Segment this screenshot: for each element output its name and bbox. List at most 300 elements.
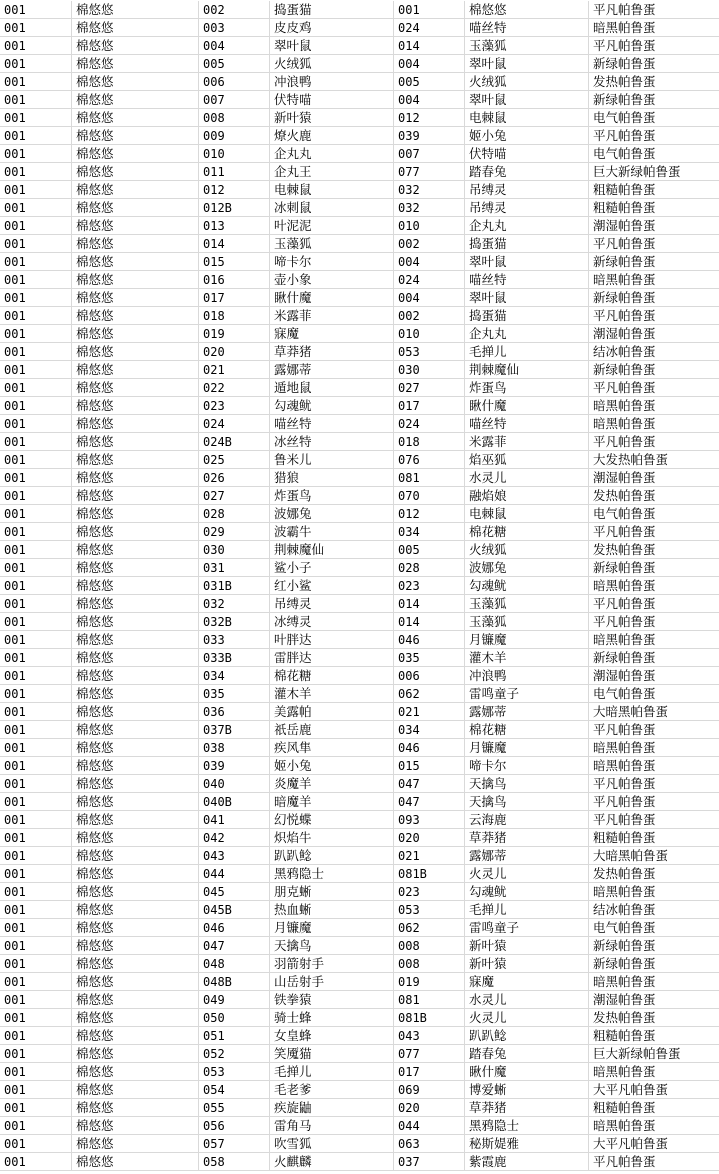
cell-egg-type[interactable]: 发热帕鲁蛋	[593, 488, 656, 503]
cell-parent1-id[interactable]: 001	[0, 739, 72, 756]
cell-parent1-id[interactable]: 001	[0, 505, 72, 522]
cell-parent2-id[interactable]: 052	[199, 1045, 270, 1062]
cell-child-id[interactable]: 002	[394, 307, 465, 324]
cell-parent2-name[interactable]: 燎火鹿	[270, 127, 394, 144]
cell-parent1-id[interactable]: 001	[0, 91, 72, 108]
cell-parent2-id[interactable]: 013	[199, 217, 270, 234]
cell-child-id[interactable]: 005	[394, 73, 465, 90]
cell-child-name[interactable]: 露娜蒂	[465, 847, 589, 864]
cell-child-id[interactable]: 007	[394, 145, 465, 162]
cell-parent2-id[interactable]: 010	[199, 145, 270, 162]
cell-child-name[interactable]: 融焰娘	[465, 487, 589, 504]
cell-parent2-id[interactable]: 022	[199, 379, 270, 396]
cell-child-id[interactable]: 012	[394, 109, 465, 126]
cell-child-name[interactable]: 棉花糖	[465, 523, 589, 540]
cell-egg-type[interactable]: 潮湿帕鲁蛋	[593, 992, 656, 1007]
cell-parent1-name[interactable]: 棉悠悠	[72, 487, 199, 504]
cell-child-id[interactable]: 020	[394, 829, 465, 846]
cell-parent2-id[interactable]: 012	[199, 181, 270, 198]
cell-child-name[interactable]: 电棘鼠	[465, 505, 589, 522]
cell-parent1-id[interactable]: 001	[0, 1, 72, 18]
cell-parent2-id[interactable]: 011	[199, 163, 270, 180]
cell-parent1-id[interactable]: 001	[0, 649, 72, 666]
cell-egg-type[interactable]: 大暗黑帕鲁蛋	[593, 848, 669, 863]
cell-parent2-name[interactable]: 瞅什魔	[270, 289, 394, 306]
cell-parent1-name[interactable]: 棉悠悠	[72, 1117, 199, 1134]
cell-egg-type[interactable]: 暗黑帕鲁蛋	[593, 758, 656, 773]
cell-child-name[interactable]: 趴趴鲶	[465, 1027, 589, 1044]
cell-child-id[interactable]: 028	[394, 559, 465, 576]
cell-child-name[interactable]: 毛掸儿	[465, 901, 589, 918]
cell-child-id[interactable]: 043	[394, 1027, 465, 1044]
cell-parent1-name[interactable]: 棉悠悠	[72, 649, 199, 666]
cell-child-id[interactable]: 015	[394, 757, 465, 774]
cell-child-id[interactable]: 062	[394, 685, 465, 702]
cell-child-name[interactable]: 草莽猪	[465, 829, 589, 846]
cell-parent2-id[interactable]: 033	[199, 631, 270, 648]
cell-child-id[interactable]: 006	[394, 667, 465, 684]
cell-parent2-name[interactable]: 吊缚灵	[270, 595, 394, 612]
cell-parent2-name[interactable]: 朋克蜥	[270, 883, 394, 900]
cell-child-name[interactable]: 月镰魔	[465, 631, 589, 648]
cell-child-id[interactable]: 039	[394, 127, 465, 144]
cell-parent1-name[interactable]: 棉悠悠	[72, 811, 199, 828]
cell-child-name[interactable]: 瞅什魔	[465, 397, 589, 414]
cell-parent2-name[interactable]: 热血蜥	[270, 901, 394, 918]
cell-parent1-id[interactable]: 001	[0, 937, 72, 954]
cell-parent1-id[interactable]: 001	[0, 1009, 72, 1026]
cell-parent2-id[interactable]: 053	[199, 1063, 270, 1080]
cell-parent1-id[interactable]: 001	[0, 577, 72, 594]
cell-parent1-name[interactable]: 棉悠悠	[72, 109, 199, 126]
cell-child-name[interactable]: 喵丝特	[465, 415, 589, 432]
cell-child-id[interactable]: 008	[394, 937, 465, 954]
cell-parent1-name[interactable]: 棉悠悠	[72, 991, 199, 1008]
cell-egg-type[interactable]: 发热帕鲁蛋	[593, 866, 656, 881]
cell-parent2-name[interactable]: 荆棘魔仙	[270, 541, 394, 558]
cell-child-id[interactable]: 077	[394, 163, 465, 180]
cell-child-id[interactable]: 070	[394, 487, 465, 504]
cell-child-id[interactable]: 018	[394, 433, 465, 450]
cell-parent1-id[interactable]: 001	[0, 955, 72, 972]
cell-parent1-id[interactable]: 001	[0, 235, 72, 252]
cell-parent1-name[interactable]: 棉悠悠	[72, 235, 199, 252]
cell-egg-type[interactable]: 平凡帕鲁蛋	[593, 308, 656, 323]
cell-child-name[interactable]: 企丸丸	[465, 325, 589, 342]
cell-parent1-id[interactable]: 001	[0, 1045, 72, 1062]
cell-child-name[interactable]: 毛掸儿	[465, 343, 589, 360]
cell-parent2-name[interactable]: 疾风隼	[270, 739, 394, 756]
cell-parent1-id[interactable]: 001	[0, 865, 72, 882]
cell-child-id[interactable]: 046	[394, 631, 465, 648]
cell-parent1-name[interactable]: 棉悠悠	[72, 199, 199, 216]
cell-parent1-id[interactable]: 001	[0, 109, 72, 126]
cell-parent1-name[interactable]: 棉悠悠	[72, 901, 199, 918]
cell-child-id[interactable]: 044	[394, 1117, 465, 1134]
cell-parent1-name[interactable]: 棉悠悠	[72, 307, 199, 324]
cell-parent2-id[interactable]: 007	[199, 91, 270, 108]
cell-parent2-id[interactable]: 055	[199, 1099, 270, 1116]
cell-parent2-id[interactable]: 043	[199, 847, 270, 864]
cell-parent1-name[interactable]: 棉悠悠	[72, 253, 199, 270]
cell-parent2-name[interactable]: 棉花糖	[270, 667, 394, 684]
cell-egg-type[interactable]: 新绿帕鲁蛋	[593, 560, 656, 575]
cell-parent2-name[interactable]: 吹雪狐	[270, 1135, 394, 1152]
cell-child-id[interactable]: 062	[394, 919, 465, 936]
cell-child-id[interactable]: 024	[394, 271, 465, 288]
cell-parent2-name[interactable]: 叶胖达	[270, 631, 394, 648]
cell-parent1-name[interactable]: 棉悠悠	[72, 973, 199, 990]
cell-parent2-name[interactable]: 伏特喵	[270, 91, 394, 108]
cell-parent2-id[interactable]: 048	[199, 955, 270, 972]
cell-parent2-id[interactable]: 018	[199, 307, 270, 324]
cell-parent1-name[interactable]: 棉悠悠	[72, 1027, 199, 1044]
cell-egg-type[interactable]: 暗黑帕鲁蛋	[593, 1118, 656, 1133]
cell-child-id[interactable]: 004	[394, 91, 465, 108]
cell-child-name[interactable]: 喵丝特	[465, 19, 589, 36]
cell-parent2-name[interactable]: 幻悦蝶	[270, 811, 394, 828]
cell-parent2-name[interactable]: 企丸丸	[270, 145, 394, 162]
cell-parent1-name[interactable]: 棉悠悠	[72, 1081, 199, 1098]
cell-egg-type[interactable]: 暗黑帕鲁蛋	[593, 884, 656, 899]
cell-parent1-name[interactable]: 棉悠悠	[72, 919, 199, 936]
cell-parent2-id[interactable]: 033B	[199, 649, 270, 666]
cell-child-name[interactable]: 雷鸣童子	[465, 685, 589, 702]
cell-egg-type[interactable]: 暗黑帕鲁蛋	[593, 20, 656, 35]
cell-child-name[interactable]: 喵丝特	[465, 271, 589, 288]
cell-parent2-id[interactable]: 050	[199, 1009, 270, 1026]
cell-child-name[interactable]: 棉花糖	[465, 721, 589, 738]
cell-parent1-name[interactable]: 棉悠悠	[72, 1099, 199, 1116]
cell-parent1-name[interactable]: 棉悠悠	[72, 685, 199, 702]
cell-egg-type[interactable]: 电气帕鲁蛋	[593, 110, 656, 125]
cell-egg-type[interactable]: 大平凡帕鲁蛋	[593, 1136, 669, 1151]
cell-parent1-id[interactable]: 001	[0, 595, 72, 612]
cell-child-id[interactable]: 017	[394, 1063, 465, 1080]
cell-parent1-id[interactable]: 001	[0, 325, 72, 342]
cell-parent2-name[interactable]: 骑士蜂	[270, 1009, 394, 1026]
cell-egg-type[interactable]: 电气帕鲁蛋	[593, 506, 656, 521]
cell-child-name[interactable]: 翠叶鼠	[465, 253, 589, 270]
cell-egg-type[interactable]: 粗糙帕鲁蛋	[593, 830, 656, 845]
cell-child-name[interactable]: 吊缚灵	[465, 181, 589, 198]
cell-child-name[interactable]: 翠叶鼠	[465, 289, 589, 306]
cell-child-name[interactable]: 电棘鼠	[465, 109, 589, 126]
cell-parent2-name[interactable]: 天擒鸟	[270, 937, 394, 954]
cell-parent2-name[interactable]: 叶泥泥	[270, 217, 394, 234]
cell-child-id[interactable]: 093	[394, 811, 465, 828]
cell-parent2-name[interactable]: 月镰魔	[270, 919, 394, 936]
cell-parent1-name[interactable]: 棉悠悠	[72, 1153, 199, 1170]
cell-parent2-id[interactable]: 054	[199, 1081, 270, 1098]
cell-parent2-id[interactable]: 040B	[199, 793, 270, 810]
cell-parent2-name[interactable]: 姬小兔	[270, 757, 394, 774]
cell-child-id[interactable]: 024	[394, 19, 465, 36]
cell-parent2-id[interactable]: 034	[199, 667, 270, 684]
cell-child-id[interactable]: 014	[394, 595, 465, 612]
cell-parent1-id[interactable]: 001	[0, 757, 72, 774]
cell-parent2-id[interactable]: 047	[199, 937, 270, 954]
cell-child-id[interactable]: 023	[394, 577, 465, 594]
cell-parent2-name[interactable]: 企丸王	[270, 163, 394, 180]
cell-child-id[interactable]: 021	[394, 703, 465, 720]
cell-parent1-name[interactable]: 棉悠悠	[72, 19, 199, 36]
cell-parent1-name[interactable]: 棉悠悠	[72, 55, 199, 72]
cell-parent2-id[interactable]: 023	[199, 397, 270, 414]
cell-egg-type[interactable]: 潮湿帕鲁蛋	[593, 326, 656, 341]
cell-egg-type[interactable]: 发热帕鲁蛋	[593, 74, 656, 89]
cell-parent2-id[interactable]: 038	[199, 739, 270, 756]
cell-child-name[interactable]: 玉藻狐	[465, 37, 589, 54]
cell-parent1-id[interactable]: 001	[0, 181, 72, 198]
cell-parent2-name[interactable]: 寐魔	[270, 325, 394, 342]
cell-child-name[interactable]: 姬小兔	[465, 127, 589, 144]
cell-parent2-name[interactable]: 疾旋鼬	[270, 1099, 394, 1116]
cell-parent1-name[interactable]: 棉悠悠	[72, 379, 199, 396]
cell-child-id[interactable]: 010	[394, 217, 465, 234]
cell-egg-type[interactable]: 潮湿帕鲁蛋	[593, 218, 656, 233]
cell-parent2-name[interactable]: 女皇蜂	[270, 1027, 394, 1044]
cell-egg-type[interactable]: 发热帕鲁蛋	[593, 1010, 656, 1025]
cell-parent2-name[interactable]: 鲁米儿	[270, 451, 394, 468]
cell-parent1-name[interactable]: 棉悠悠	[72, 775, 199, 792]
cell-egg-type[interactable]: 平凡帕鲁蛋	[593, 794, 656, 809]
cell-egg-type[interactable]: 平凡帕鲁蛋	[593, 2, 656, 17]
cell-child-name[interactable]: 草莽猪	[465, 1099, 589, 1116]
cell-parent1-id[interactable]: 001	[0, 415, 72, 432]
cell-parent1-name[interactable]: 棉悠悠	[72, 865, 199, 882]
cell-parent2-id[interactable]: 049	[199, 991, 270, 1008]
cell-parent2-id[interactable]: 030	[199, 541, 270, 558]
cell-parent2-id[interactable]: 039	[199, 757, 270, 774]
cell-parent1-name[interactable]: 棉悠悠	[72, 613, 199, 630]
cell-child-name[interactable]: 博爱蜥	[465, 1081, 589, 1098]
cell-egg-type[interactable]: 新绿帕鲁蛋	[593, 56, 656, 71]
cell-egg-type[interactable]: 平凡帕鲁蛋	[593, 1154, 656, 1169]
cell-parent2-name[interactable]: 趴趴鲶	[270, 847, 394, 864]
cell-child-id[interactable]: 034	[394, 721, 465, 738]
cell-parent2-name[interactable]: 新叶猿	[270, 109, 394, 126]
cell-parent2-id[interactable]: 019	[199, 325, 270, 342]
cell-parent2-id[interactable]: 021	[199, 361, 270, 378]
cell-child-name[interactable]: 火灵儿	[465, 865, 589, 882]
cell-parent2-id[interactable]: 009	[199, 127, 270, 144]
cell-child-id[interactable]: 081	[394, 469, 465, 486]
cell-parent1-id[interactable]: 001	[0, 217, 72, 234]
cell-parent2-name[interactable]: 波霸牛	[270, 523, 394, 540]
cell-parent1-name[interactable]: 棉悠悠	[72, 541, 199, 558]
cell-parent1-id[interactable]: 001	[0, 631, 72, 648]
cell-child-name[interactable]: 踏春兔	[465, 1045, 589, 1062]
cell-child-name[interactable]: 吊缚灵	[465, 199, 589, 216]
cell-parent2-id[interactable]: 031	[199, 559, 270, 576]
cell-parent2-name[interactable]: 草莽猪	[270, 343, 394, 360]
cell-parent1-id[interactable]: 001	[0, 19, 72, 36]
cell-egg-type[interactable]: 大暗黑帕鲁蛋	[593, 704, 669, 719]
cell-egg-type[interactable]: 结冰帕鲁蛋	[593, 902, 656, 917]
cell-parent1-name[interactable]: 棉悠悠	[72, 1135, 199, 1152]
cell-child-id[interactable]: 024	[394, 415, 465, 432]
cell-parent2-id[interactable]: 003	[199, 19, 270, 36]
cell-parent2-name[interactable]: 羽箭射手	[270, 955, 394, 972]
cell-parent2-id[interactable]: 056	[199, 1117, 270, 1134]
cell-parent2-id[interactable]: 029	[199, 523, 270, 540]
cell-parent1-id[interactable]: 001	[0, 919, 72, 936]
cell-child-name[interactable]: 啼卡尔	[465, 757, 589, 774]
cell-parent2-id[interactable]: 040	[199, 775, 270, 792]
cell-child-id[interactable]: 047	[394, 793, 465, 810]
cell-child-name[interactable]: 寐魔	[465, 973, 589, 990]
cell-child-id[interactable]: 021	[394, 847, 465, 864]
cell-egg-type[interactable]: 巨大新绿帕鲁蛋	[593, 164, 681, 179]
cell-egg-type[interactable]: 电气帕鲁蛋	[593, 920, 656, 935]
cell-egg-type[interactable]: 粗糙帕鲁蛋	[593, 1028, 656, 1043]
cell-egg-type[interactable]: 电气帕鲁蛋	[593, 146, 656, 161]
cell-egg-type[interactable]: 新绿帕鲁蛋	[593, 254, 656, 269]
cell-parent2-id[interactable]: 032	[199, 595, 270, 612]
cell-parent1-id[interactable]: 001	[0, 1135, 72, 1152]
cell-child-id[interactable]: 037	[394, 1153, 465, 1170]
cell-parent2-id[interactable]: 058	[199, 1153, 270, 1170]
cell-parent1-id[interactable]: 001	[0, 667, 72, 684]
cell-child-id[interactable]: 081	[394, 991, 465, 1008]
cell-child-name[interactable]: 新叶猿	[465, 955, 589, 972]
cell-child-name[interactable]: 伏特喵	[465, 145, 589, 162]
cell-child-id[interactable]: 076	[394, 451, 465, 468]
cell-child-name[interactable]: 火绒狐	[465, 541, 589, 558]
cell-parent2-id[interactable]: 006	[199, 73, 270, 90]
cell-parent1-id[interactable]: 001	[0, 253, 72, 270]
cell-child-id[interactable]: 053	[394, 901, 465, 918]
cell-parent1-name[interactable]: 棉悠悠	[72, 433, 199, 450]
cell-egg-type[interactable]: 新绿帕鲁蛋	[593, 362, 656, 377]
cell-egg-type[interactable]: 平凡帕鲁蛋	[593, 128, 656, 143]
cell-parent1-id[interactable]: 001	[0, 1099, 72, 1116]
cell-parent2-name[interactable]: 猎狼	[270, 469, 394, 486]
cell-parent2-name[interactable]: 笑魇猫	[270, 1045, 394, 1062]
cell-parent1-id[interactable]: 001	[0, 145, 72, 162]
cell-child-name[interactable]: 企丸丸	[465, 217, 589, 234]
cell-parent1-name[interactable]: 棉悠悠	[72, 397, 199, 414]
cell-parent2-id[interactable]: 016	[199, 271, 270, 288]
cell-child-id[interactable]: 032	[394, 181, 465, 198]
cell-child-id[interactable]: 001	[394, 1, 465, 18]
cell-parent1-name[interactable]: 棉悠悠	[72, 1, 199, 18]
cell-parent2-name[interactable]: 暗魔羊	[270, 793, 394, 810]
cell-parent1-name[interactable]: 棉悠悠	[72, 703, 199, 720]
cell-child-id[interactable]: 077	[394, 1045, 465, 1062]
cell-parent2-id[interactable]: 028	[199, 505, 270, 522]
cell-parent2-name[interactable]: 美露帕	[270, 703, 394, 720]
cell-parent2-name[interactable]: 雷角马	[270, 1117, 394, 1134]
cell-parent2-id[interactable]: 024B	[199, 433, 270, 450]
cell-parent2-id[interactable]: 020	[199, 343, 270, 360]
cell-egg-type[interactable]: 潮湿帕鲁蛋	[593, 668, 656, 683]
cell-parent1-name[interactable]: 棉悠悠	[72, 289, 199, 306]
cell-parent1-id[interactable]: 001	[0, 973, 72, 990]
cell-parent1-id[interactable]: 001	[0, 73, 72, 90]
cell-parent2-id[interactable]: 017	[199, 289, 270, 306]
cell-egg-type[interactable]: 暗黑帕鲁蛋	[593, 974, 656, 989]
cell-child-name[interactable]: 水灵儿	[465, 469, 589, 486]
cell-child-name[interactable]: 荆棘魔仙	[465, 361, 589, 378]
cell-parent1-name[interactable]: 棉悠悠	[72, 739, 199, 756]
cell-parent2-id[interactable]: 044	[199, 865, 270, 882]
cell-parent2-name[interactable]: 米露菲	[270, 307, 394, 324]
cell-child-name[interactable]: 捣蛋猫	[465, 307, 589, 324]
cell-parent1-id[interactable]: 001	[0, 37, 72, 54]
cell-child-name[interactable]: 翠叶鼠	[465, 91, 589, 108]
cell-parent1-name[interactable]: 棉悠悠	[72, 667, 199, 684]
cell-parent1-id[interactable]: 001	[0, 289, 72, 306]
cell-child-name[interactable]: 秘斯媞雅	[465, 1135, 589, 1152]
cell-parent2-id[interactable]: 004	[199, 37, 270, 54]
cell-child-id[interactable]: 030	[394, 361, 465, 378]
cell-child-name[interactable]: 勾魂鱿	[465, 883, 589, 900]
cell-parent1-name[interactable]: 棉悠悠	[72, 523, 199, 540]
cell-parent2-name[interactable]: 翠叶鼠	[270, 37, 394, 54]
cell-parent2-name[interactable]: 红小鲨	[270, 577, 394, 594]
cell-parent2-id[interactable]: 057	[199, 1135, 270, 1152]
cell-parent2-name[interactable]: 黑鸦隐士	[270, 865, 394, 882]
cell-parent1-name[interactable]: 棉悠悠	[72, 451, 199, 468]
cell-parent2-name[interactable]: 皮皮鸡	[270, 19, 394, 36]
cell-egg-type[interactable]: 平凡帕鲁蛋	[593, 236, 656, 251]
cell-child-id[interactable]: 081B	[394, 1009, 465, 1026]
cell-parent2-name[interactable]: 铁拳猿	[270, 991, 394, 1008]
cell-parent2-name[interactable]: 玉藻狐	[270, 235, 394, 252]
cell-parent1-name[interactable]: 棉悠悠	[72, 181, 199, 198]
cell-parent2-name[interactable]: 勾魂鱿	[270, 397, 394, 414]
cell-child-name[interactable]: 翠叶鼠	[465, 55, 589, 72]
cell-parent1-name[interactable]: 棉悠悠	[72, 361, 199, 378]
cell-parent2-id[interactable]: 031B	[199, 577, 270, 594]
cell-parent1-id[interactable]: 001	[0, 361, 72, 378]
cell-parent1-id[interactable]: 001	[0, 901, 72, 918]
cell-parent1-name[interactable]: 棉悠悠	[72, 577, 199, 594]
cell-egg-type[interactable]: 平凡帕鲁蛋	[593, 596, 656, 611]
cell-egg-type[interactable]: 粗糙帕鲁蛋	[593, 1100, 656, 1115]
cell-parent1-name[interactable]: 棉悠悠	[72, 271, 199, 288]
cell-child-id[interactable]: 020	[394, 1099, 465, 1116]
cell-child-id[interactable]: 063	[394, 1135, 465, 1152]
cell-egg-type[interactable]: 新绿帕鲁蛋	[593, 956, 656, 971]
cell-parent2-name[interactable]: 电棘鼠	[270, 181, 394, 198]
cell-parent1-name[interactable]: 棉悠悠	[72, 469, 199, 486]
cell-parent1-id[interactable]: 001	[0, 1027, 72, 1044]
cell-child-id[interactable]: 014	[394, 37, 465, 54]
cell-parent1-name[interactable]: 棉悠悠	[72, 793, 199, 810]
cell-parent1-name[interactable]: 棉悠悠	[72, 505, 199, 522]
cell-parent2-id[interactable]: 051	[199, 1027, 270, 1044]
cell-egg-type[interactable]: 潮湿帕鲁蛋	[593, 470, 656, 485]
cell-child-name[interactable]: 波娜兔	[465, 559, 589, 576]
cell-parent1-name[interactable]: 棉悠悠	[72, 595, 199, 612]
cell-child-name[interactable]: 勾魂鱿	[465, 577, 589, 594]
cell-parent1-id[interactable]: 001	[0, 613, 72, 630]
cell-child-name[interactable]: 玉藻狐	[465, 595, 589, 612]
cell-parent2-name[interactable]: 喵丝特	[270, 415, 394, 432]
cell-parent1-id[interactable]: 001	[0, 307, 72, 324]
cell-parent2-name[interactable]: 炽焰牛	[270, 829, 394, 846]
cell-parent1-name[interactable]: 棉悠悠	[72, 847, 199, 864]
cell-parent1-name[interactable]: 棉悠悠	[72, 127, 199, 144]
cell-parent2-id[interactable]: 024	[199, 415, 270, 432]
cell-parent1-name[interactable]: 棉悠悠	[72, 91, 199, 108]
cell-parent2-id[interactable]: 012B	[199, 199, 270, 216]
cell-parent1-id[interactable]: 001	[0, 1081, 72, 1098]
cell-parent2-id[interactable]: 005	[199, 55, 270, 72]
